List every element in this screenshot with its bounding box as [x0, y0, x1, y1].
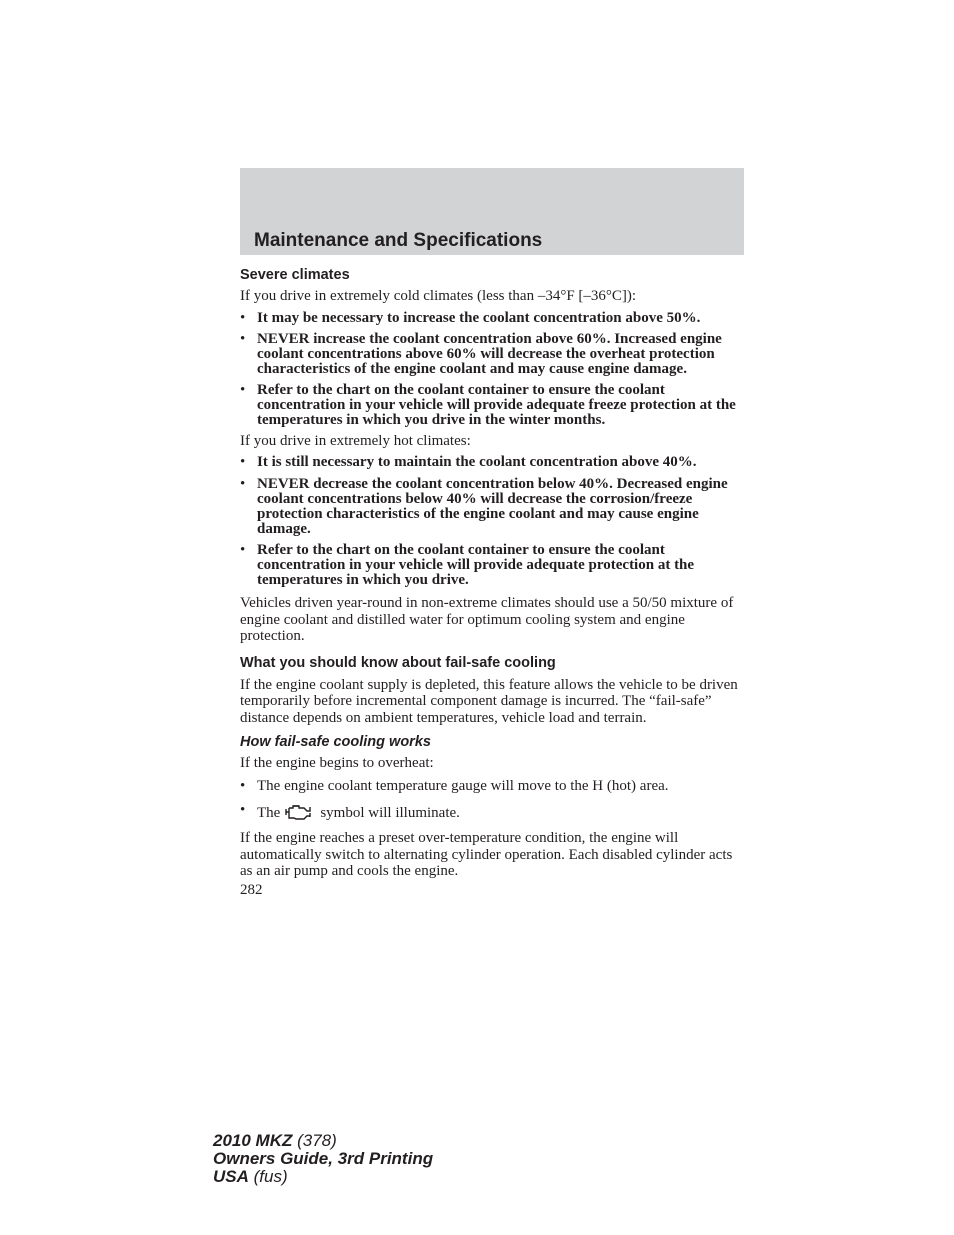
bullet-icon: • — [240, 454, 246, 470]
overheat-bullet-list — [240, 779, 744, 821]
how-failsafe-heading: How fail-safe cooling works — [240, 734, 431, 750]
bullet-icon: • — [240, 310, 246, 326]
list-item: • NEVER increase the coolant concentration above 60%. Increased engine coolant concentrations above 60% will decrease the overheat protection characteristics of the engine coolant and may cause engine damage. — [240, 331, 722, 377]
failsafe-heading: What you should know about fail-safe cooling — [240, 654, 556, 671]
section-header-band — [240, 168, 744, 255]
bullet-icon: • — [240, 802, 246, 818]
check-engine-icon — [284, 803, 314, 821]
footer-line-market: USA (fus) — [213, 1167, 288, 1186]
footer-line-model: 2010 MKZ (378) — [213, 1131, 337, 1150]
list-item: • The engine coolant temperature gauge will move to the H (hot) area. — [240, 778, 669, 794]
alternating-cylinder-paragraph: If the engine reaches a preset over-temperature condition, the engine will automatically switch to alternating cylinder operation. Each disabled cylinder acts as an air pump and cools the engine. — [240, 830, 733, 879]
list-item: • Refer to the chart on the coolant container to ensure the coolant concentration in your vehicle will provide adequate protection at the temperatures in which you drive. — [240, 542, 695, 588]
list-item: • It may be necessary to increase the coolant concentration above 50%. — [240, 310, 701, 326]
bullet-icon: • — [240, 331, 246, 347]
print-footer — [213, 1132, 433, 1186]
overheat-intro: If the engine begins to overheat: — [240, 755, 434, 771]
list-item: • It is still necessary to maintain the coolant concentration above 40%. — [240, 454, 697, 470]
page-content — [240, 266, 744, 898]
page-number: 282 — [240, 881, 263, 898]
list-item: • Refer to the chart on the coolant container to ensure the coolant concentration in your vehicle will provide adequate freeze protection at the temperatures in which you drive in the winter months. — [240, 382, 736, 428]
hot-intro: If you drive in extremely hot climates: — [240, 433, 471, 449]
bullet-icon: • — [240, 476, 246, 492]
bullet-icon: • — [240, 542, 246, 558]
section-title: Maintenance and Specifications — [254, 230, 543, 251]
failsafe-body: If the engine coolant supply is depleted, this feature allows the vehicle to be driven temporarily before incremental component damage is incurred. The “fail-safe” distance depends on ambient temperatures, vehicle load and terrain. — [240, 676, 738, 726]
cold-bullet-list — [240, 311, 744, 428]
cold-intro: If you drive in extremely cold climates (less than –34°F [–36°C]): — [240, 288, 637, 304]
list-item: • The symbol will illuminate. — [240, 802, 460, 821]
list-item: • NEVER decrease the coolant concentration below 40%. Decreased engine coolant concentrations below 40% will decrease the corrosion/freeze protection characteristics of the engine coolant and may cause engine damage. — [240, 476, 728, 537]
bullet-icon: • — [240, 382, 246, 398]
bullet-icon: • — [240, 778, 246, 794]
hot-bullet-list — [240, 455, 744, 588]
closing-paragraph: Vehicles driven year-round in non-extreme climates should use a 50/50 mixture of engine coolant and distilled water for optimum cooling system and engine protection. — [240, 595, 734, 644]
footer-line-guide: Owners Guide, 3rd Printing — [213, 1149, 434, 1168]
severe-climates-heading: Severe climates — [240, 267, 350, 283]
